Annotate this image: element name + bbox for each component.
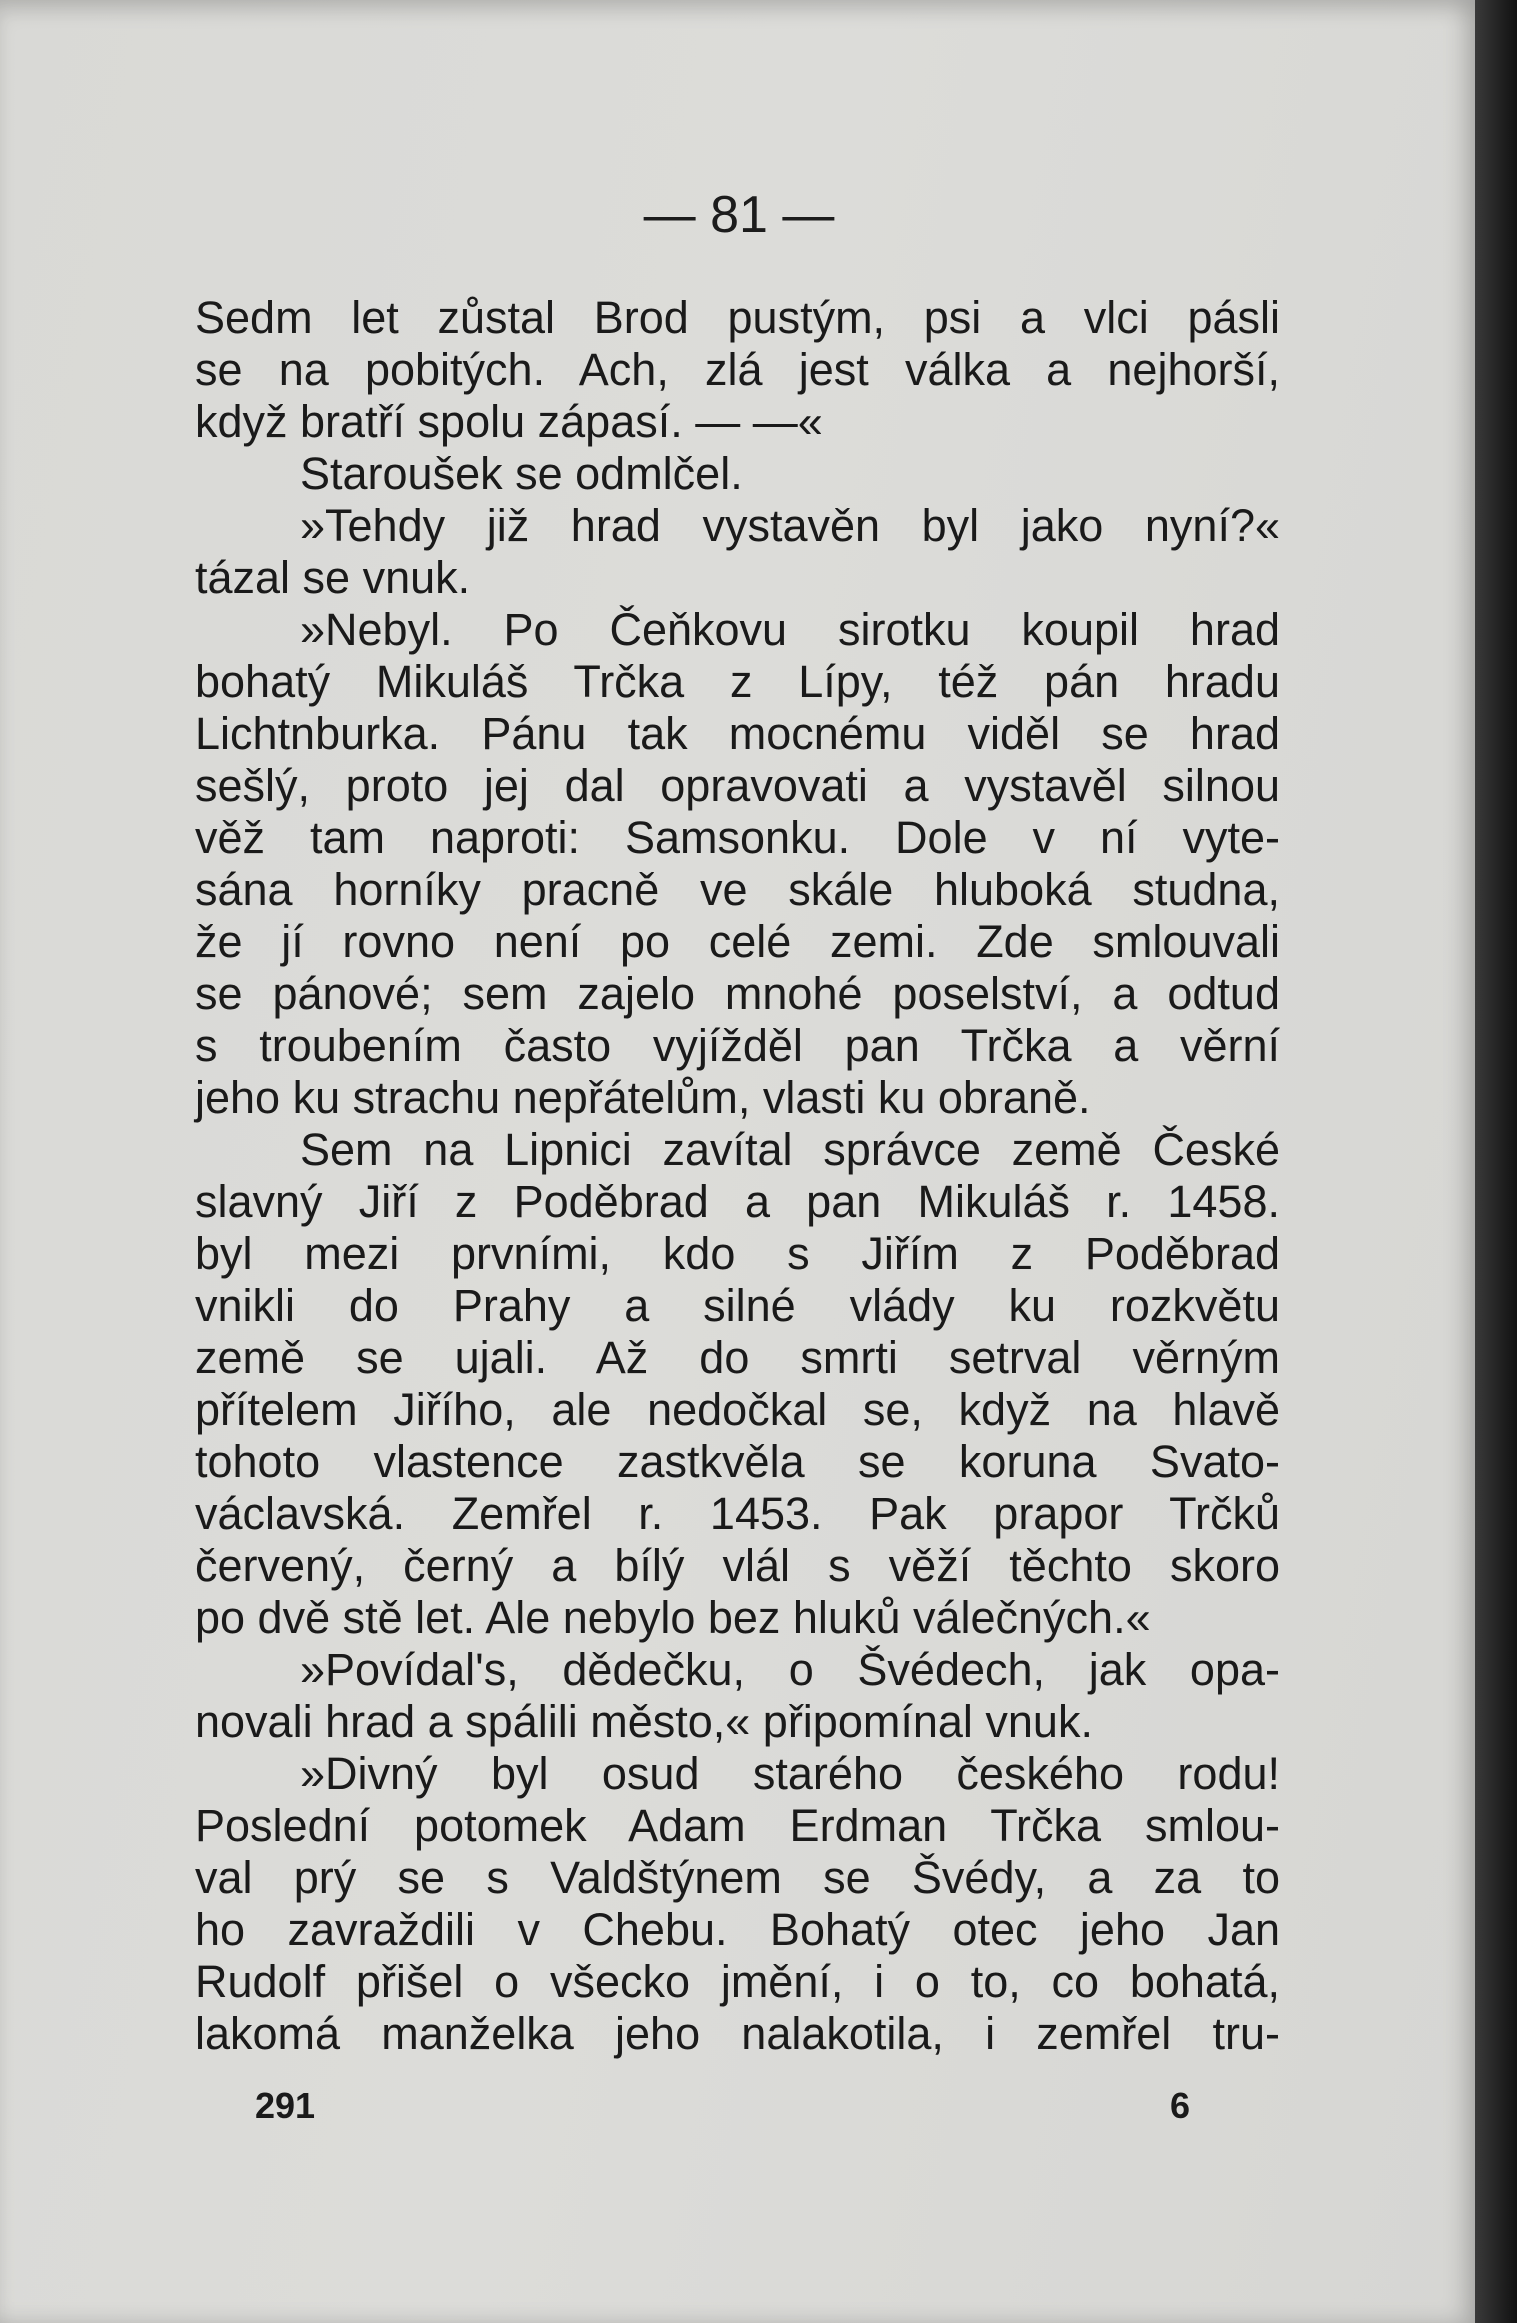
text-line: sešlý, proto jej dal opravovati a vystavěl silnou [195,760,1280,811]
text-line: Staroušek se odmlčel. [300,448,743,499]
text-line: ho zavraždili v Chebu. Bohatý otec jeho Jan [195,1904,1280,1955]
text-line: václavská. Zemřel r. 1453. Pak prapor Trčků [195,1488,1280,1539]
body-text [195,292,1280,2060]
text-line: červený, černý a bílý vlál s věží těchto skoro [195,1540,1280,1591]
text-line: slavný Jiří z Poděbrad a pan Mikuláš r. 1458. [195,1176,1280,1227]
text-line: lakomá manželka jeho nalakotila, i zemřel tru- [195,2008,1280,2059]
text-line: Sem na Lipnici zavítal správce země České [300,1124,1280,1175]
text-line: Lichtnburka. Pánu tak mocnému viděl se hrad [195,708,1280,759]
text-line: se na pobitých. Ach, zlá jest válka a nejhorší, [195,344,1280,395]
text-line: Poslední potomek Adam Erdman Trčka smlou- [195,1800,1280,1851]
text-line: vnikli do Prahy a silné vlády ku rozkvětu [195,1280,1280,1331]
sheet-number: 6 [1169,2085,1190,2126]
text-line: že jí rovno není po celé zemi. Zde smlouvali [195,916,1280,967]
text-line: »Povídal's, dědečku, o Švédech, jak opa- [300,1644,1280,1695]
text-line: přítelem Jiřího, ale nedočkal se, když na hlavě [195,1384,1280,1435]
signature-mark: 291 [255,2085,316,2126]
text-line: Rudolf přišel o všecko jmění, i o to, co bohatá, [195,1956,1280,2007]
text-line: tázal se vnuk. [195,552,471,603]
text-line: tohoto vlastence zastkvěla se koruna Svato- [195,1436,1280,1487]
text-line: val prý se s Valdštýnem se Švédy, a za to [195,1852,1280,1903]
text-line: byl mezi prvními, kdo s Jiřím z Poděbrad [195,1228,1280,1279]
text-line: země se ujali. Až do smrti setrval věrným [195,1332,1280,1383]
text-line: Sedm let zůstal Brod pustým, psi a vlci pásli [195,292,1280,343]
text-line: s troubením často vyjížděl pan Trčka a věrní [195,1020,1280,1071]
page-number: — 81 — [643,186,835,244]
text-line: věž tam naproti: Samsonku. Dole v ní vyte- [195,812,1280,863]
text-line: po dvě stě let. Ale nebylo bez hluků válečných.« [195,1592,1151,1643]
text-line: sána horníky pracně ve skále hluboká studna, [195,864,1280,915]
text-line: »Nebyl. Po Čeňkovu sirotku koupil hrad [300,604,1280,655]
text-line: bohatý Mikuláš Trčka z Lípy, též pán hradu [195,656,1280,707]
text-line: když bratří spolu zápasí. — —« [195,396,823,447]
page-edge-shadow [1475,0,1517,2323]
text-line: jeho ku strachu nepřátelům, vlasti ku obraně. [195,1072,1091,1123]
text-line: se pánové; sem zajelo mnohé poselství, a odtud [195,968,1280,1019]
text-line: novali hrad a spálili město,« připomínal vnuk. [195,1696,1093,1747]
text-line: »Tehdy již hrad vystavěn byl jako nyní?« [300,500,1280,551]
text-line: »Divný byl osud starého českého rodu! [300,1748,1280,1799]
